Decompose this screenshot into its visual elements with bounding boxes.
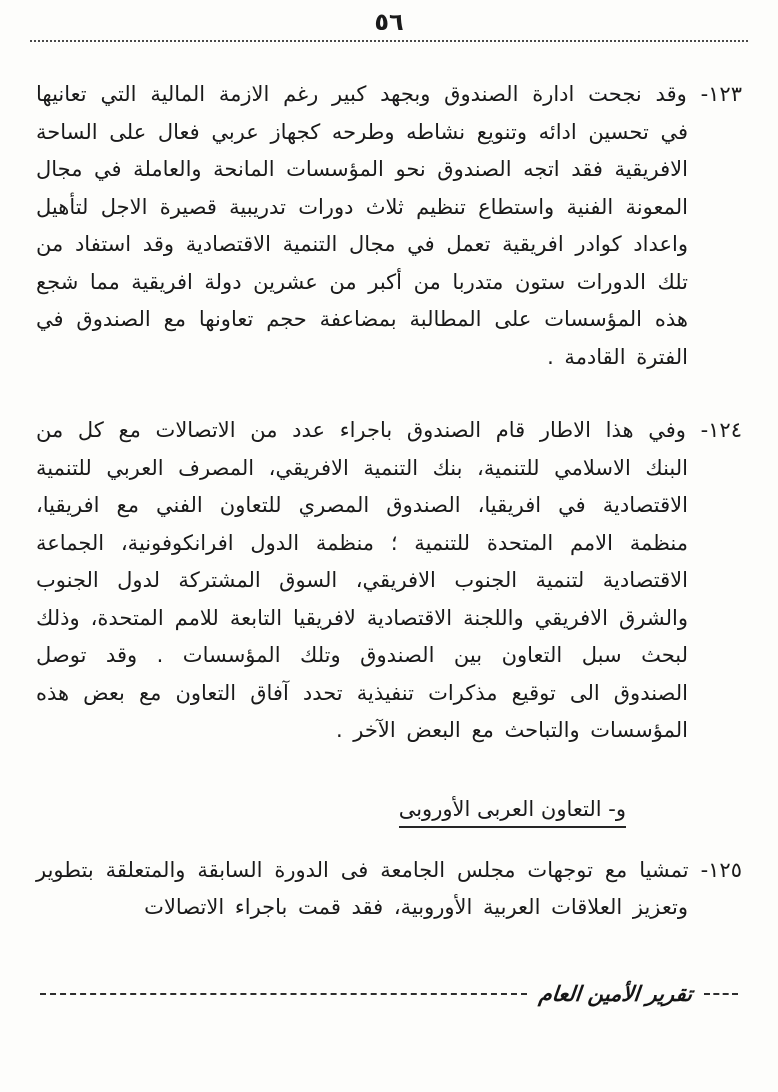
paragraph-124-number: ١٢٤- [700,418,742,442]
page-footer [40,982,738,1006]
section-heading [36,794,626,824]
paragraph-125-text: تمشيا مع توجهات مجلس الجامعة فى الدورة السابقة والمتعلقة بتطوير وتعزيز العلاقات العربية الأوروبية، فقد قمت باجراء الاتصالات [36,857,689,919]
footer-signature: تقرير الأمين العام [537,982,694,1006]
paragraph-123-text: وقد نجحت ادارة الصندوق وبجهد كبير رغم الازمة المالية التي تعانيها في تحسين ادائه وتنويع نشاطه وطرحه كجهاز عربي فعال على الساحة الافريقية فقد اتجه الصندوق نحو المؤسسات المانحة والعاملة في مجال المعونة الفنية واستطاع تنظيم ثلاث دورات تدريبية قصيرة الاجل لتأهيل واعداد كوادر افريقية تعمل في مجال التنمية الاقتصادية وقد استفاد من تلك الدورات ستون متدربا من أكبر من عشرين دولة افريقية مما شجع هذه المؤسسات على المطالبة بمضاعفة حجم تعاونها مع الصندوق في الفترة القادمة . [36,82,688,369]
paragraph-123 [36,76,742,376]
page-number: ٥٦ [374,8,404,36]
paragraph-124 [36,412,742,750]
footer-rule-left [40,993,527,995]
section-heading-text: و- التعاون العربى الأوروبى [399,797,626,828]
footer-rule-right [704,993,738,995]
paragraph-123-number: ١٢٣- [700,82,742,106]
paragraph-124-text: وفي هذا الاطار قام الصندوق باجراء عدد من الاتصالات مع كل من البنك الاسلامي للتنمية، بنك التنمية الافريقي، المصرف العربي للتنمية الاقتصادية في افريقيا، الصندوق المصري للتعاون الفني مع افريقيا، منظمة الامم المتحدة للتنمية ؛ منظمة الدول افرانكوفونية، الجماعة الاقتصادية لتنمية الجنوب الافريقي، السوق المشتركة لدول الجنوب والشرق الافريقي واللجنة الاقتصادية لافريقيا التابعة للامم المتحدة، وذلك لبحث سبل التعاون بين الصندوق وتلك المؤسسات . وقد توصل الصندوق الى توقيع مذكرات تنفيذية تحدد آفاق التعاون مع بعض هذه المؤسسات والتباحث مع البعض الآخر . [36,418,688,742]
header-divider [30,40,748,42]
page-content [36,76,742,927]
paragraph-125-number: ١٢٥- [700,857,742,882]
paragraph-125 [36,852,742,927]
